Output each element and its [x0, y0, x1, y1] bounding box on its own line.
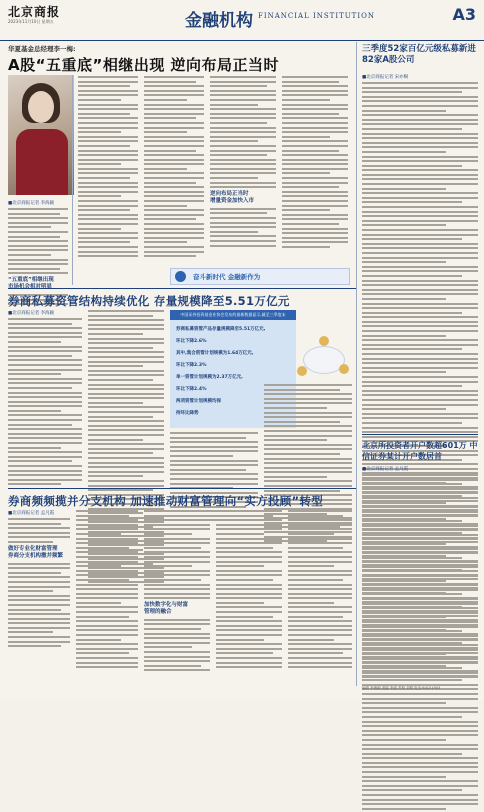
right-top-byline: ■北京商报记者 宋亦桐 — [362, 75, 409, 80]
lead-headline: A股“五重底”相继出现 逆向布局正当时 — [8, 56, 280, 74]
column-divider — [72, 75, 73, 285]
masthead — [0, 0, 484, 41]
infobox-line: 券商私募资管产品存量规模降至5.51万亿元, — [176, 327, 266, 332]
infobox-line: 环比下降2.3% — [176, 363, 207, 368]
private-fund-headline: 券商私募资管结构持续优化 存量规模降至5.51万亿元 — [8, 294, 290, 308]
page-number: A3 — [452, 5, 476, 24]
lead-subhead-2: 逆向布局正当时 增量资金加快入市 — [210, 190, 255, 204]
bottom-col-5 — [288, 510, 352, 671]
infobox-header: 中国证券投资基金业协会发布的最新数据显示,截至三季度末 — [170, 310, 296, 320]
right-bottom-byline: ■北京商报记者 孟凡霞 — [362, 467, 409, 472]
dateline: 2023年11月10日 星期五 — [8, 19, 54, 24]
infobox-line: 环比下降2.4% — [176, 387, 207, 392]
bottom-headline: 券商频频揽并分支机构 加速推动财富管理向“实方投顾”转型 — [8, 494, 324, 508]
infobox-line: 两项资管计划规模均保 — [176, 399, 221, 404]
lead-col-2 — [78, 76, 138, 260]
lead-subhead-1: “五重底”相继出现 市场机会相对明显 — [8, 276, 54, 290]
private-fund-byline: ■北京商报记者 李海颖 — [8, 311, 55, 316]
infobox-line: 持环比降势 — [176, 411, 199, 416]
slogan-banner — [170, 268, 350, 285]
banner-emblem-icon — [175, 271, 186, 282]
bottom-subhead-1: 做好专业化财富管理 券商分支机构撤并频繁 — [8, 545, 64, 559]
lead-kicker: 华夏基金总经理李一梅: — [8, 45, 76, 53]
portrait-photo — [8, 75, 74, 195]
infobox-line: 环比下降2.6% — [176, 339, 207, 344]
bottom-col-4 — [216, 510, 282, 671]
private-fund-col-1 — [8, 318, 82, 488]
section-rule — [8, 288, 356, 289]
banner-text: 奋斗新时代 金融新作为 — [193, 273, 261, 281]
infobox-line: 单一资管计划规模为2.37万亿元, — [176, 375, 243, 380]
bottom-col-2 — [76, 510, 138, 671]
lead-col-5 — [282, 76, 348, 251]
right-section-rule — [362, 434, 478, 435]
coin-icon — [339, 364, 349, 374]
right-column-divider — [356, 42, 357, 686]
lead-byline: ■北京商报记者 李海颖 — [8, 201, 55, 206]
lead-col-4 — [210, 76, 276, 249]
bottom-byline: ■北京商报记者 孟凡霞 — [8, 511, 55, 516]
newspaper-logo: 北京商报 — [8, 5, 61, 19]
lead-col-3 — [144, 76, 204, 260]
coin-icon — [319, 336, 329, 346]
coin-icon — [297, 366, 307, 376]
bottom-subhead-2: 加快数字化与财富 管理的融合 — [144, 601, 189, 615]
infobox-line: 其中,集合资管计划规模为1.64万亿元, — [176, 351, 254, 356]
piggy-bank-illustration — [297, 336, 353, 380]
bottom-col-3 — [144, 510, 210, 674]
section-title-en: FINANCIAL INSTITUTION — [258, 12, 375, 20]
page-footer: 编辑 李海颖 美编 李道 责校 刘明 电话:64101903 — [362, 686, 441, 690]
section-title: 金融机构 — [185, 11, 253, 31]
bottom-col-1 — [8, 518, 70, 650]
right-bottom-headline: 北京所投资者开户数超601万 中信证券某计开户数居首 — [362, 441, 478, 461]
right-top-headline: 三季度52家百亿元级私募新进82家A股公司 — [362, 44, 476, 65]
bottom-section-rule — [8, 488, 356, 489]
